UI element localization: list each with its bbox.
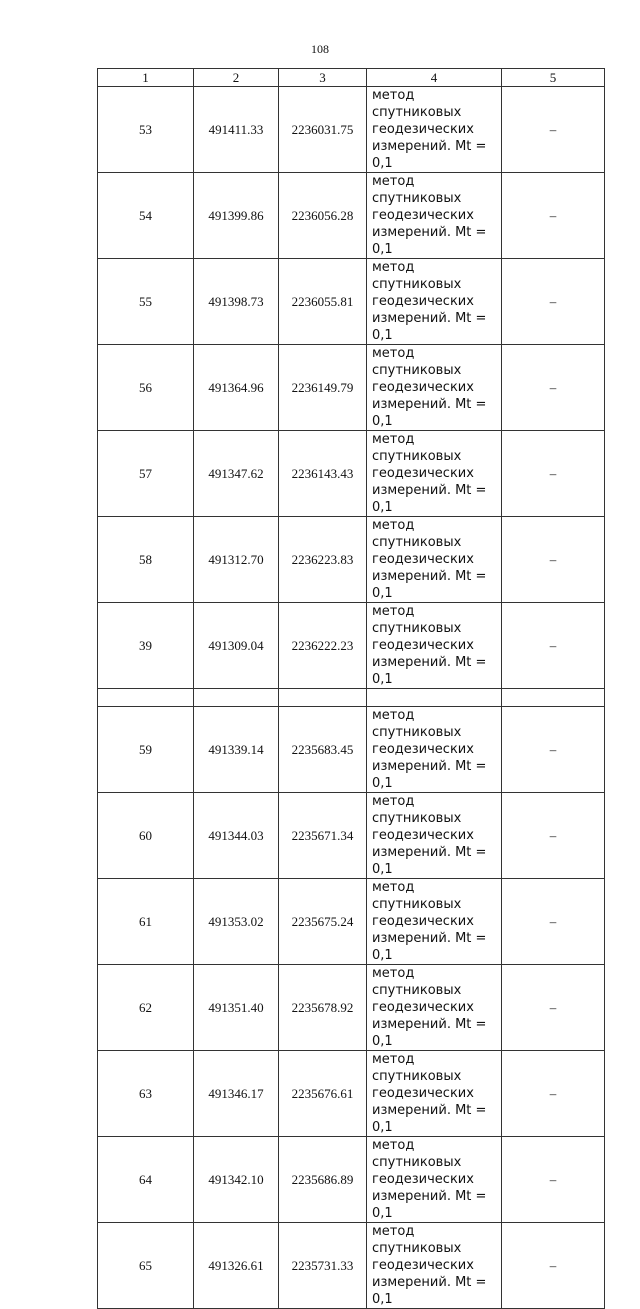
coordinate-y: 2235676.61 (279, 1051, 367, 1137)
point-number: 39 (98, 603, 194, 689)
method-line: измерений. Mt = 0,1 (372, 655, 487, 687)
method-line: геодезических (372, 914, 474, 929)
method-line: измерений. Mt = 0,1 (372, 845, 487, 877)
table-row (98, 1223, 605, 1309)
point-number: 60 (98, 793, 194, 879)
note-cell: – (502, 173, 605, 259)
coordinate-x: 491344.03 (194, 793, 279, 879)
method-line: геодезических (372, 1258, 474, 1273)
coordinate-y: 2236222.23 (279, 603, 367, 689)
column-header: 3 (279, 69, 367, 87)
method-line: геодезических (372, 1000, 474, 1015)
method-cell (367, 87, 502, 173)
point-number: 54 (98, 173, 194, 259)
method-cell (367, 793, 502, 879)
method-line: геодезических (372, 1086, 474, 1101)
method-line: метод спутниковых (372, 88, 462, 120)
method-line: геодезических (372, 466, 474, 481)
method-line: метод спутниковых (372, 346, 462, 378)
note-cell: – (502, 1223, 605, 1309)
method-cell (367, 1137, 502, 1223)
method-line: метод спутниковых (372, 174, 462, 206)
method-line: измерений. Mt = 0,1 (372, 483, 487, 515)
coordinate-x: 491342.10 (194, 1137, 279, 1223)
point-number: 56 (98, 345, 194, 431)
point-number: 57 (98, 431, 194, 517)
table-body (98, 87, 605, 1309)
table-row (98, 259, 605, 345)
coordinate-x: 491398.73 (194, 259, 279, 345)
point-number: 58 (98, 517, 194, 603)
empty-cell (98, 689, 194, 707)
method-line: метод спутниковых (372, 1052, 462, 1084)
point-number: 55 (98, 259, 194, 345)
method-line: метод спутниковых (372, 1138, 462, 1170)
point-number: 53 (98, 87, 194, 173)
method-line: метод спутниковых (372, 518, 462, 550)
coordinate-x: 491339.14 (194, 707, 279, 793)
method-line: измерений. Mt = 0,1 (372, 1017, 487, 1049)
coordinate-x: 491353.02 (194, 879, 279, 965)
coordinate-y: 2236056.28 (279, 173, 367, 259)
method-line: метод спутниковых (372, 880, 462, 912)
coordinate-x: 491351.40 (194, 965, 279, 1051)
note-cell: – (502, 517, 605, 603)
method-line: геодезических (372, 122, 474, 137)
empty-cell (502, 689, 605, 707)
table-row (98, 879, 605, 965)
table-header-row (98, 69, 605, 87)
coordinate-y: 2235678.92 (279, 965, 367, 1051)
empty-cell (279, 689, 367, 707)
table-row (98, 603, 605, 689)
point-number: 65 (98, 1223, 194, 1309)
coordinate-y: 2236143.43 (279, 431, 367, 517)
method-line: измерений. Mt = 0,1 (372, 397, 487, 429)
coordinate-x: 491326.61 (194, 1223, 279, 1309)
method-line: измерений. Mt = 0,1 (372, 225, 487, 257)
method-line: метод спутниковых (372, 260, 462, 292)
coordinate-y: 2236055.81 (279, 259, 367, 345)
column-header: 2 (194, 69, 279, 87)
method-line: измерений. Mt = 0,1 (372, 569, 487, 601)
coordinate-x: 491309.04 (194, 603, 279, 689)
method-line: измерений. Mt = 0,1 (372, 1103, 487, 1135)
table-row (98, 1051, 605, 1137)
coordinate-y: 2235686.89 (279, 1137, 367, 1223)
method-line: измерений. Mt = 0,1 (372, 1275, 487, 1307)
method-line: метод спутниковых (372, 432, 462, 464)
point-number: 62 (98, 965, 194, 1051)
coordinate-y: 2236031.75 (279, 87, 367, 173)
point-number: 63 (98, 1051, 194, 1137)
table-row (98, 965, 605, 1051)
table-row (98, 345, 605, 431)
point-number: 61 (98, 879, 194, 965)
coordinate-y: 2235675.24 (279, 879, 367, 965)
method-line: метод спутниковых (372, 1224, 462, 1256)
column-header: 1 (98, 69, 194, 87)
table-row (98, 431, 605, 517)
coordinate-y: 2236149.79 (279, 345, 367, 431)
table-row (98, 707, 605, 793)
empty-cell (194, 689, 279, 707)
table-row (98, 517, 605, 603)
coordinate-y: 2236223.83 (279, 517, 367, 603)
note-cell: – (502, 259, 605, 345)
coordinate-y: 2235671.34 (279, 793, 367, 879)
separator-row (98, 689, 605, 707)
method-line: измерений. Mt = 0,1 (372, 311, 487, 343)
method-cell (367, 603, 502, 689)
note-cell: – (502, 1137, 605, 1223)
note-cell: – (502, 1051, 605, 1137)
coordinate-x: 491312.70 (194, 517, 279, 603)
coordinate-x: 491399.86 (194, 173, 279, 259)
method-cell (367, 707, 502, 793)
method-line: измерений. Mt = 0,1 (372, 1189, 487, 1221)
method-line: метод спутниковых (372, 604, 462, 636)
method-line: геодезических (372, 742, 474, 757)
table-row (98, 87, 605, 173)
method-line: геодезических (372, 380, 474, 395)
method-line: геодезических (372, 552, 474, 567)
note-cell: – (502, 603, 605, 689)
coordinates-table (97, 68, 605, 1309)
point-number: 59 (98, 707, 194, 793)
coordinate-x: 491346.17 (194, 1051, 279, 1137)
method-line: геодезических (372, 828, 474, 843)
column-header: 5 (502, 69, 605, 87)
method-line: геодезических (372, 208, 474, 223)
method-line: метод спутниковых (372, 794, 462, 826)
method-cell (367, 1051, 502, 1137)
method-cell (367, 1223, 502, 1309)
method-line: измерений. Mt = 0,1 (372, 139, 487, 171)
method-cell (367, 173, 502, 259)
column-header: 4 (367, 69, 502, 87)
method-line: геодезических (372, 1172, 474, 1187)
table-row (98, 793, 605, 879)
method-line: метод спутниковых (372, 966, 462, 998)
table-row (98, 173, 605, 259)
table-row (98, 1137, 605, 1223)
coordinate-y: 2235683.45 (279, 707, 367, 793)
note-cell: – (502, 431, 605, 517)
point-number: 64 (98, 1137, 194, 1223)
note-cell: – (502, 965, 605, 1051)
method-cell (367, 431, 502, 517)
note-cell: – (502, 87, 605, 173)
method-cell (367, 879, 502, 965)
method-cell (367, 517, 502, 603)
method-line: геодезических (372, 294, 474, 309)
method-line: геодезических (372, 638, 474, 653)
empty-cell (367, 689, 502, 707)
coordinate-x: 491411.33 (194, 87, 279, 173)
method-cell (367, 345, 502, 431)
method-line: измерений. Mt = 0,1 (372, 759, 487, 791)
coordinate-y: 2235731.33 (279, 1223, 367, 1309)
method-line: метод спутниковых (372, 708, 462, 740)
method-cell (367, 965, 502, 1051)
coordinate-x: 491364.96 (194, 345, 279, 431)
note-cell: – (502, 793, 605, 879)
note-cell: – (502, 707, 605, 793)
method-cell (367, 259, 502, 345)
page-number: 108 (311, 42, 329, 56)
method-line: измерений. Mt = 0,1 (372, 931, 487, 963)
note-cell: – (502, 345, 605, 431)
note-cell: – (502, 879, 605, 965)
coordinate-x: 491347.62 (194, 431, 279, 517)
